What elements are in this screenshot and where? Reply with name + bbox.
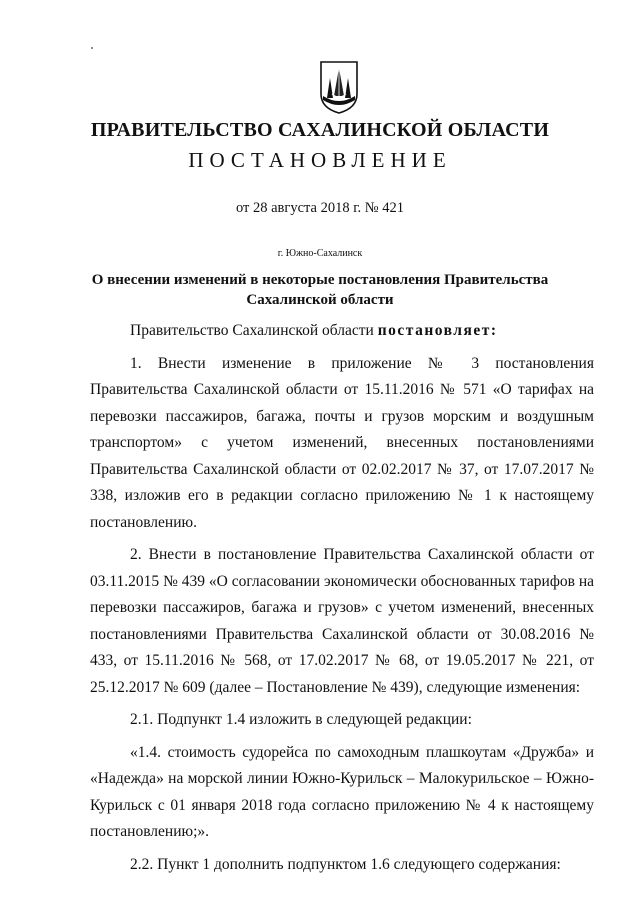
preamble-text: Правительство Сахалинской области <box>130 322 374 339</box>
item-2-2-paragraph: 2.2. Пункт 1 дополнить подпунктом 1.6 следующего содержания: <box>130 855 561 873</box>
document-city: г. Южно-Сахалинск <box>277 248 363 259</box>
document-body <box>90 318 594 878</box>
scan-speck <box>91 47 93 49</box>
coat-of-arms-icon <box>318 60 360 114</box>
document-date-number: от 28 августа 2018 г. № 421 <box>235 200 405 216</box>
preamble-paragraph <box>90 318 594 345</box>
item-2-paragraph: 2. Внести в постановление Правительства Сахалинской области от 03.11.2015 № 439 «О согласовании экономически обоснованных тарифов на перевозки пассажиров, багажа и грузов» с учетом изменений, внесенных постановлениями Правительства Сахалинской области от 30.08.2016 № 433, от 15.11.2016 № 568, от 17.02.2017 № 68, от 19.05.2017 № 221, от 25.12.2017 № 609 (далее – Постановление № 439), следующие изменения: <box>90 546 594 696</box>
item-2-1-paragraph: 2.1. Подпункт 1.4 изложить в следующей редакции: <box>130 711 472 728</box>
document-type: ПОСТАНОВЛЕНИЕ <box>188 148 452 172</box>
quote-1-4-paragraph: «1.4. стоимость судорейса по самоходным плашкоутам «Дружба» и «Надежда» на морской линии Южно-Курильск – Малокурильское – Южно-Курильск с 01 января 2018 года согласно приложению № 4 к настоящему постановлению;». <box>90 743 594 840</box>
document-subject: О внесении изменений в некоторые постановления Правительства Сахалинской области <box>91 272 549 308</box>
item-1-paragraph: 1. Внести изменение в приложение № 3 постановления Правительства Сахалинской области от 15.11.2016 № 571 «О тарифах на перевозки пассажиров, багажа, почты и грузов морским и воздушным транспортом» с учетом изменений, внесенных постановлениями Правительства Сахалинской области от 02.02.2017 № 37, от 17.07.2017 № 338, изложив его в редакции согласно приложению № 1 к настоящему постановлению. <box>90 354 594 531</box>
preamble-verb: постановляет: <box>377 322 498 339</box>
government-title: ПРАВИТЕЛЬСТВО САХАЛИНСКОЙ ОБЛАСТИ <box>90 119 550 141</box>
